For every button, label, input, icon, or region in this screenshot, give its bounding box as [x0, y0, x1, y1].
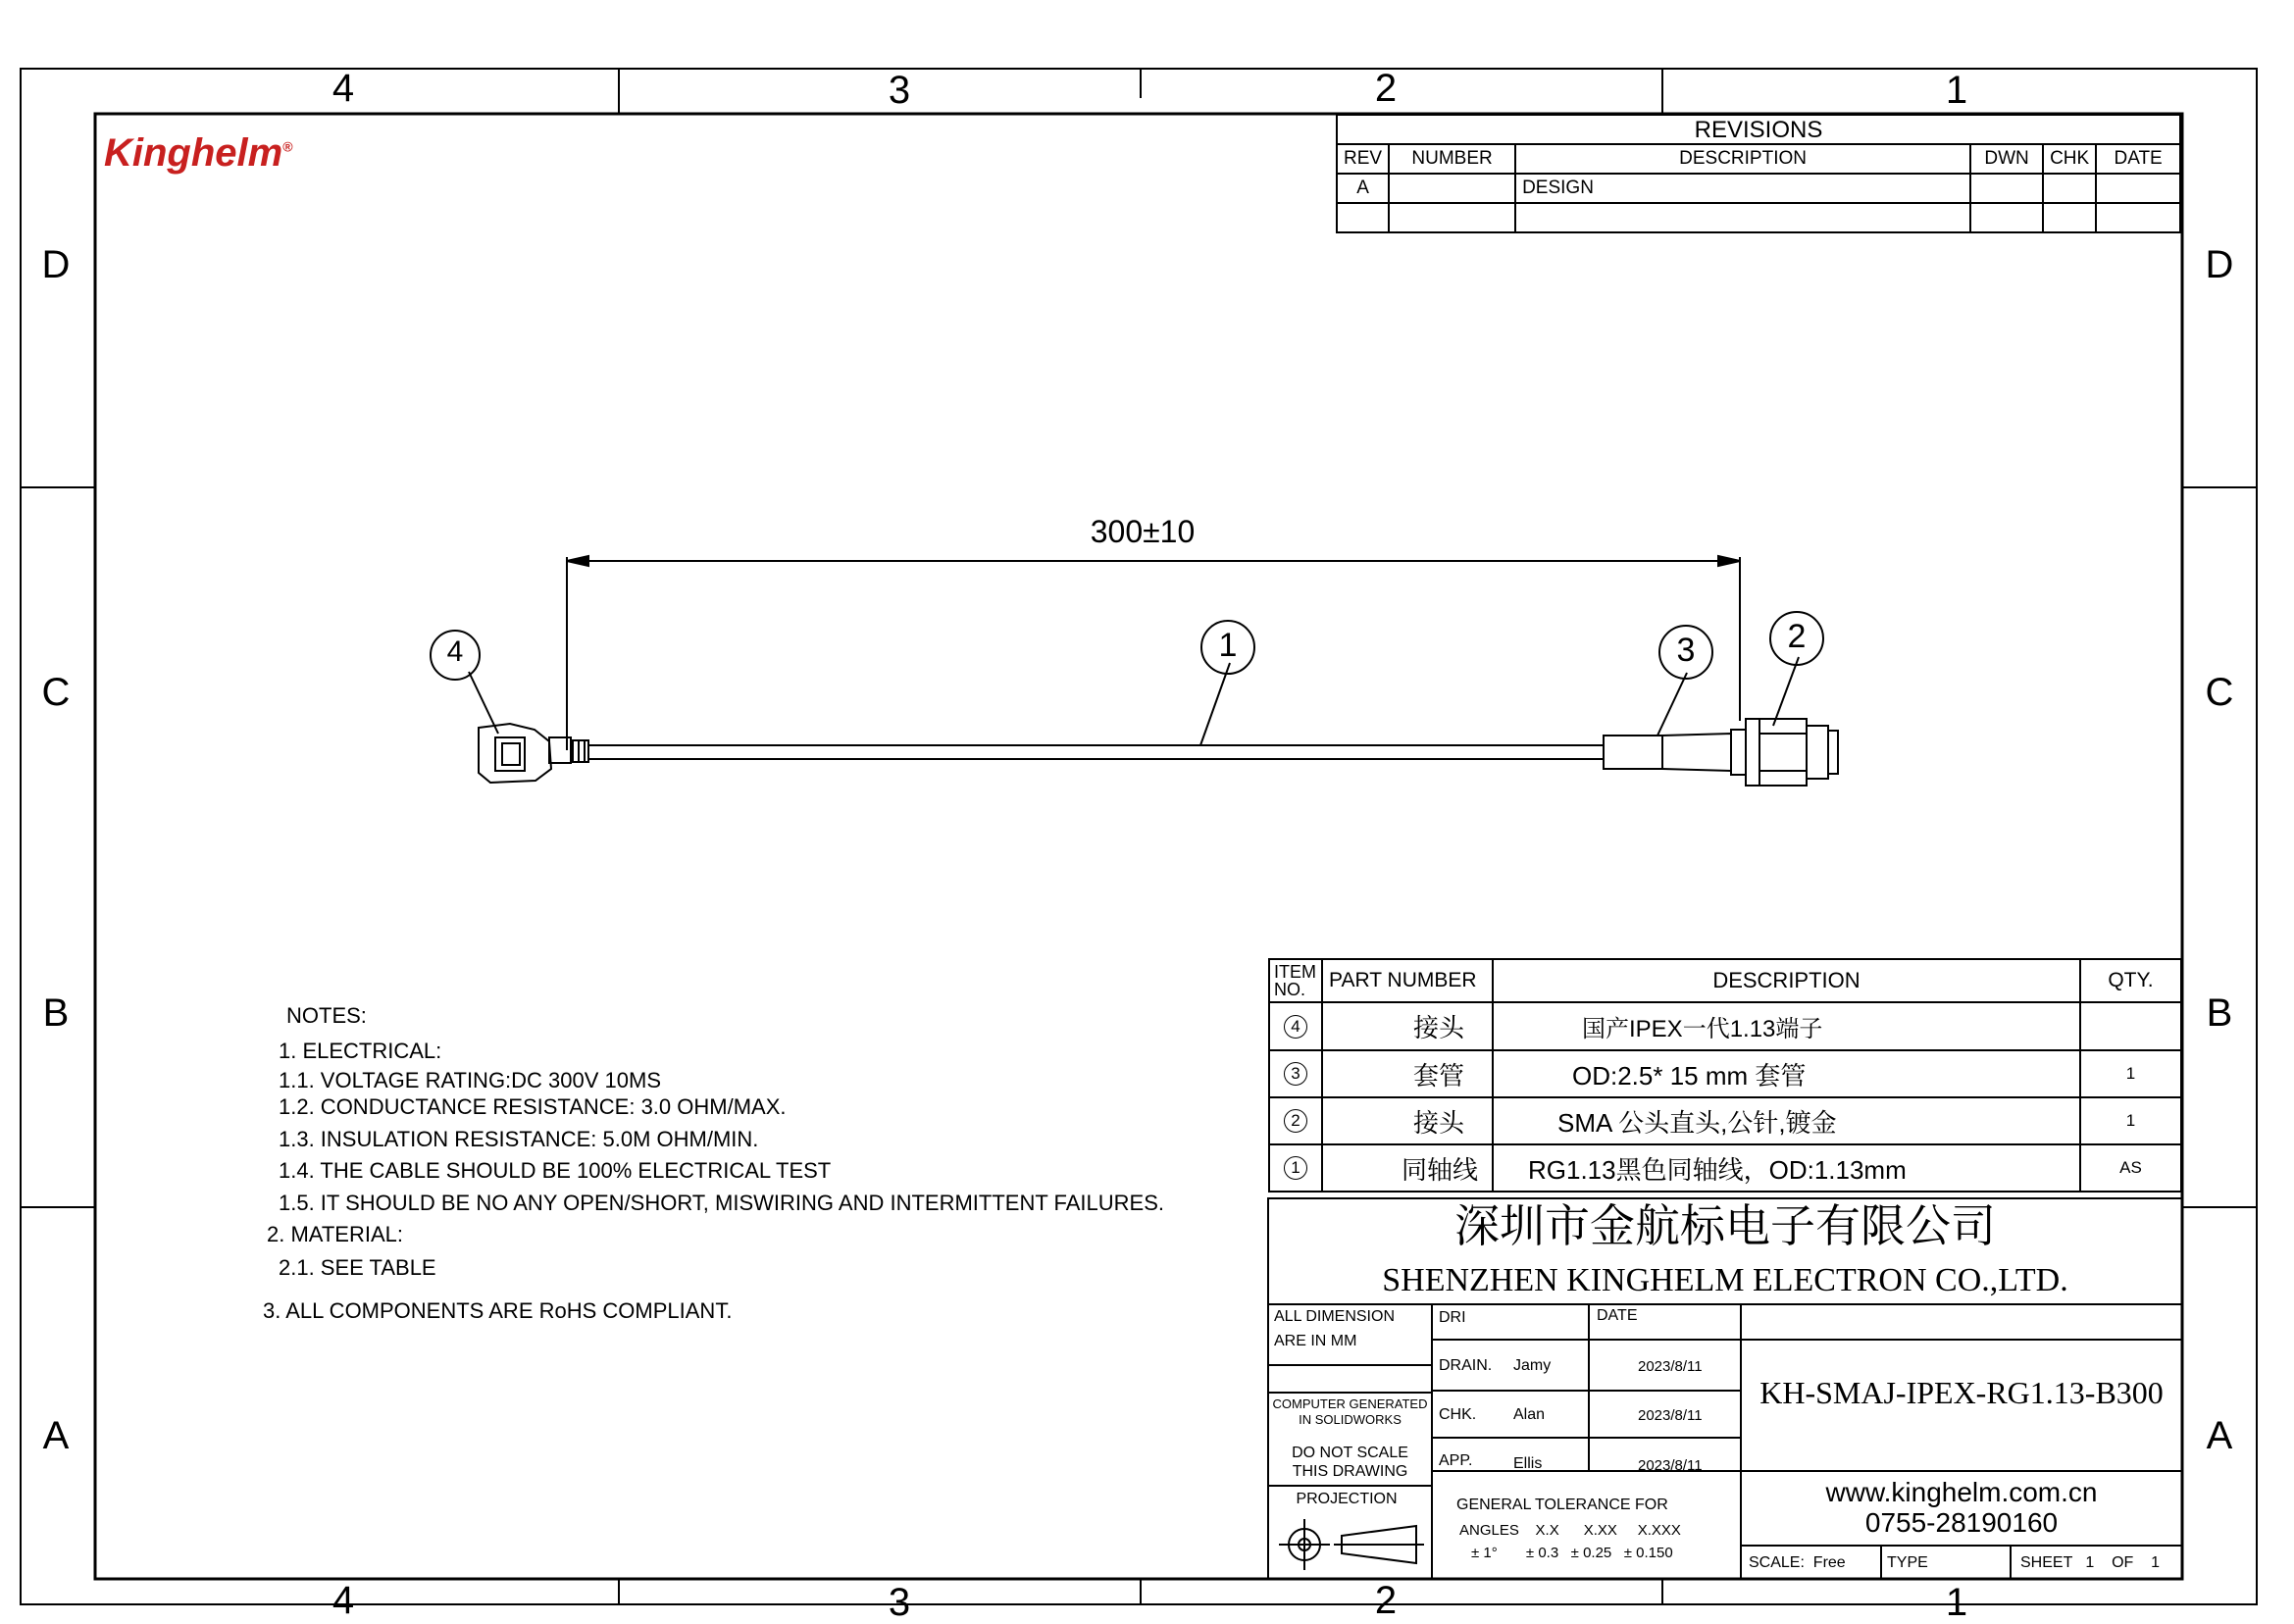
no-header: NO. [1274, 980, 1306, 999]
drain-label: DRAIN. [1439, 1357, 1493, 1374]
phone: 0755-28190160 [1864, 1507, 2059, 1538]
zone-col-2-bottom: 2 [1374, 1579, 1398, 1622]
tolerance-title: GENERAL TOLERANCE FOR [1456, 1497, 1668, 1513]
projection-label: PROJECTION [1296, 1491, 1398, 1507]
note-line: 1.2. CONDUCTANCE RESISTANCE: 3.0 OHM/MAX. [279, 1094, 787, 1119]
do-not-scale-line2: THIS DRAWING [1292, 1463, 1408, 1480]
chk-date: 2023/8/11 [1638, 1407, 1703, 1424]
dri-label: DRI [1439, 1309, 1466, 1326]
note-line: 1.3. INSULATION RESISTANCE: 5.0M OHM/MIN. [279, 1127, 759, 1151]
rev-header: REV [1337, 144, 1389, 174]
bom-row [1269, 1097, 2181, 1144]
computer-generated-line1: COMPUTER GENERATED [1272, 1396, 1428, 1411]
item-header: ITEM [1274, 962, 1316, 982]
scale: SCALE: Free [1749, 1554, 1846, 1571]
bom-row [1269, 1002, 2181, 1050]
note-line: 1. ELECTRICAL: [279, 1039, 442, 1063]
tolerance-row2: ± 1° ± 0.3 ± 0.25 ± 0.150 [1471, 1545, 1673, 1561]
bom-header-row [1269, 959, 2181, 1002]
all-dimension-label: ALL DIMENSION [1274, 1308, 1395, 1325]
description-header: DESCRIPTION [1515, 144, 1970, 174]
in-mm-label: ARE IN MM [1274, 1333, 1357, 1349]
zone-row-b-left: B [42, 991, 70, 1035]
drain-date: 2023/8/11 [1638, 1358, 1703, 1375]
zone-col-1-bottom: 1 [1945, 1581, 1968, 1624]
revisions-title: REVISIONS [1336, 114, 2181, 143]
company-name-en: SHENZHEN KINGHELM ELECTRON CO.,LTD. [1382, 1262, 2068, 1298]
part-number-header: PART NUMBER [1322, 959, 1493, 1002]
zone-col-3-top: 3 [888, 69, 911, 112]
zone-row-d-left: D [41, 243, 71, 286]
company-name-cn: 深圳市金航标电子有限公司 [1454, 1199, 1996, 1252]
zone-row-d-right: D [2205, 243, 2234, 286]
zone-row-b-right: B [2206, 991, 2233, 1035]
dwn-cell [1970, 174, 2043, 203]
note-line: 1.5. IT SHOULD BE NO ANY OPEN/SHORT, MISWIRING AND INTERMITTENT FAILURES. [279, 1191, 1164, 1215]
app-label: APP. [1439, 1452, 1473, 1469]
part-name: 接头 [1322, 1002, 1493, 1050]
part-name: 同轴线 [1322, 1144, 1493, 1192]
part-description: RG1.13黑色同轴线，OD:1.13mm [1493, 1144, 2080, 1192]
zone-col-1-top: 1 [1945, 69, 1968, 112]
balloon-4-label: 4 [446, 635, 464, 668]
do-not-scale-note [1268, 1444, 1432, 1481]
bom-row [1269, 1050, 2181, 1097]
item-no-header [1269, 959, 1322, 1002]
revision-row [1337, 203, 2180, 232]
part-description: OD:2.5* 15 mm 套管 [1493, 1050, 2080, 1097]
part-qty: 1 [2080, 1050, 2181, 1097]
revisions-header-row [1337, 144, 2180, 174]
balloon-1-label: 1 [1218, 627, 1238, 664]
chk-name: Alan [1513, 1406, 1546, 1423]
chk-header: CHK [2043, 144, 2096, 174]
item-number: 2 [1284, 1109, 1307, 1133]
date-header: DATE [2096, 144, 2180, 174]
computer-generated-line2: IN SOLIDWORKS [1299, 1412, 1402, 1427]
note-line: 1.4. THE CABLE SHOULD BE 100% ELECTRICAL TEST [279, 1158, 832, 1183]
computer-generated-note [1268, 1396, 1432, 1428]
number-cell [1389, 203, 1515, 232]
app-name: Ellis [1513, 1455, 1543, 1472]
projection-symbol [1279, 1519, 1424, 1570]
part-name: 套管 [1322, 1050, 1493, 1097]
note-line: 2.1. SEE TABLE [279, 1255, 436, 1280]
date-cell [2096, 203, 2180, 232]
part-qty [2080, 1002, 2181, 1050]
description-header: DESCRIPTION [1493, 959, 2080, 1002]
qty-header: QTY. [2080, 959, 2181, 1002]
notes-title: NOTES: [286, 1003, 367, 1028]
website: www.kinghelm.com.cn [1825, 1477, 2098, 1507]
zone-col-4-bottom: 4 [331, 1579, 355, 1622]
registered-mark: ® [282, 138, 293, 155]
number-cell [1389, 174, 1515, 203]
date-label: DATE [1597, 1307, 1638, 1324]
note-line: 3. ALL COMPONENTS ARE RoHS COMPLIANT. [263, 1298, 733, 1323]
number-header: NUMBER [1389, 144, 1515, 174]
item-number: 1 [1284, 1156, 1307, 1180]
description-cell [1515, 203, 1970, 232]
chk-cell [2043, 203, 2096, 232]
zone-row-c-right: C [2205, 671, 2234, 714]
part-description: 国产IPEX一代1.13端子 [1493, 1002, 2080, 1050]
drain-name: Jamy [1513, 1357, 1552, 1374]
description-cell: DESIGN [1515, 174, 1970, 203]
do-not-scale-line1: DO NOT SCALE [1292, 1445, 1408, 1461]
dwn-header: DWN [1970, 144, 2043, 174]
zone-col-4-top: 4 [331, 67, 355, 110]
tolerance-row1: ANGLES X.X X.XX X.XXX [1459, 1522, 1681, 1539]
rev-cell [1337, 203, 1389, 232]
part-description: SMA 公头直头,公针,镀金 [1493, 1097, 2080, 1144]
cable-assembly [431, 556, 1838, 786]
revision-row [1337, 174, 2180, 203]
bom-row [1269, 1144, 2181, 1192]
balloon-2-label: 2 [1787, 618, 1807, 655]
part-name: 接头 [1322, 1097, 1493, 1144]
chk-label: CHK. [1439, 1406, 1477, 1423]
zone-row-a-left: A [42, 1414, 70, 1457]
zone-row-c-left: C [41, 671, 71, 714]
type-label: TYPE [1887, 1554, 1928, 1571]
note-line: 1.1. VOLTAGE RATING:DC 300V 10MS [279, 1068, 662, 1092]
rev-cell: A [1337, 174, 1389, 203]
zone-col-2-top: 2 [1374, 67, 1398, 110]
balloon-3-label: 3 [1676, 632, 1696, 669]
length-dimension: 300±10 [1090, 514, 1196, 549]
note-line: 2. MATERIAL: [267, 1222, 403, 1246]
sheet: SHEET 1 OF 1 [2020, 1554, 2160, 1571]
logo-text: Kinghelm [104, 131, 283, 175]
date-cell [2096, 174, 2180, 203]
zone-col-3-bottom: 3 [888, 1581, 911, 1624]
item-number: 4 [1284, 1015, 1307, 1039]
app-date: 2023/8/11 [1638, 1457, 1703, 1474]
part-number-code: KH-SMAJ-IPEX-RG1.13-B300 [1759, 1375, 2164, 1410]
part-qty: 1 [2080, 1097, 2181, 1144]
item-number: 3 [1284, 1062, 1307, 1086]
revisions-table [1336, 143, 2181, 233]
chk-cell [2043, 174, 2096, 203]
part-qty: AS [2080, 1144, 2181, 1192]
kinghelm-logo [104, 131, 293, 176]
dwn-cell [1970, 203, 2043, 232]
bom-table [1268, 958, 2182, 1193]
zone-row-a-right: A [2206, 1414, 2233, 1457]
